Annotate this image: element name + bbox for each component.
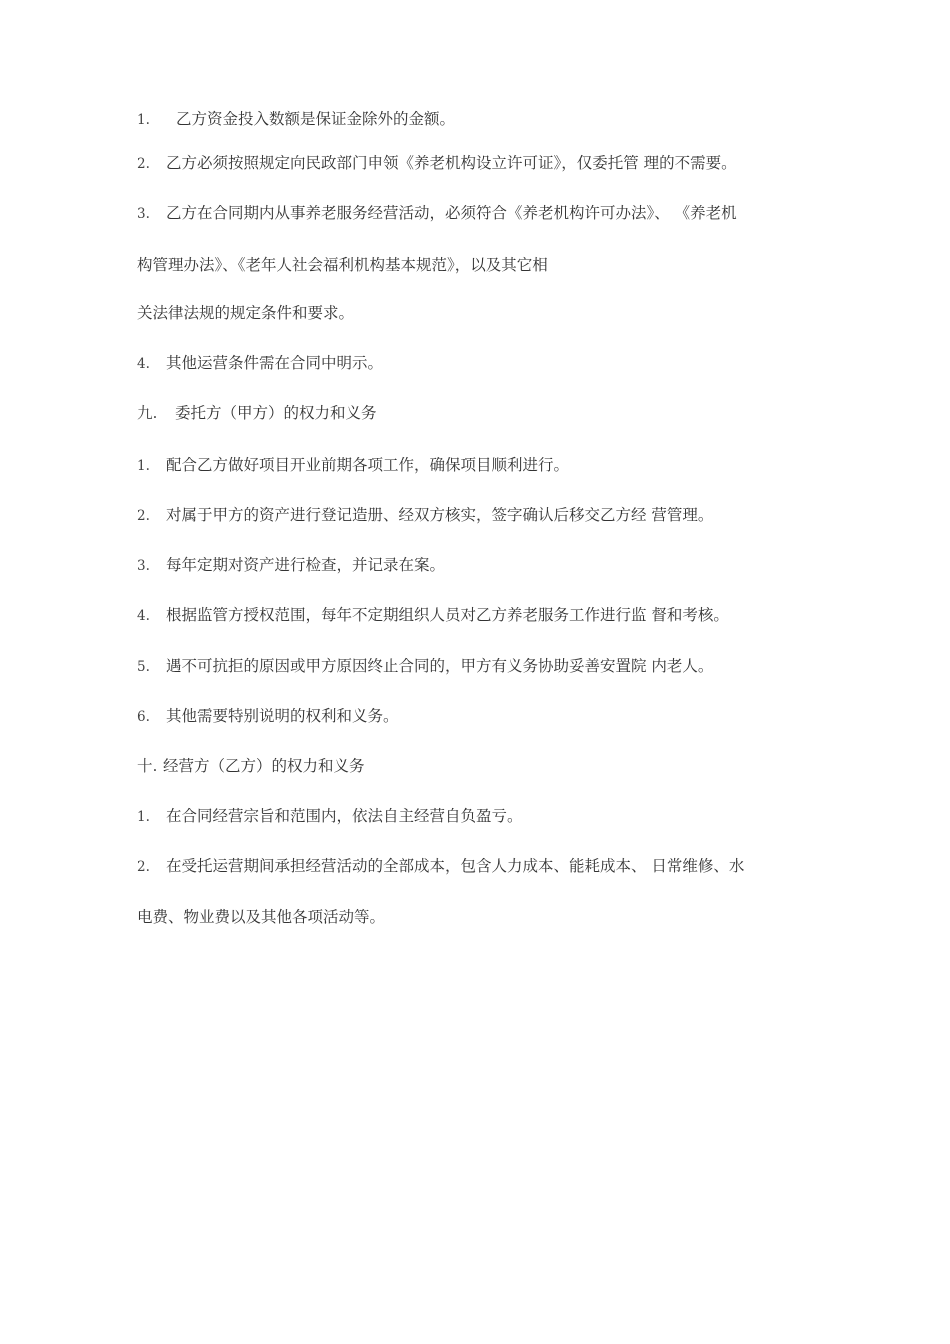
clause-text: 其他需要特别说明的权利和义务。 [166,707,399,725]
clause-line [137,605,729,626]
clause-text: 关法律法规的规定条件和要求。 [137,304,355,322]
section-heading [137,756,365,776]
section-number: 十. [137,757,158,775]
clause-line [137,203,737,224]
clause-continuation [137,303,354,323]
section-heading [137,403,377,423]
clause-text: 在受托运营期间承担经营活动的全部成本，包含人力成本、能耗成本、 日常维修、水 [166,857,745,875]
clause-continuation [137,255,548,275]
clause-line [137,455,569,476]
section-title: 委托方（甲方）的权力和义务 [175,404,377,422]
clause-text: 配合乙方做好项目开业前期各项工作，确保项目顺利进行。 [166,456,570,474]
clause-line [137,806,523,827]
clause-text: 其他运营条件需在合同中明示。 [166,354,384,372]
clause-text: 遇不可抗拒的原因或甲方原因终止合同的，甲方有义务协助妥善安置院 内老人。 [166,657,714,675]
clause-text: 在合同经营宗旨和范围内，依法自主经营自负盈亏。 [166,807,523,825]
clause-line [137,856,744,877]
clause-text: 构管理办法》、《老年人社会福利机构基本规范》，以及其它相 [137,256,548,274]
clause-text: 根据监管方授权范围，每年不定期组织人员对乙方养老服务工作进行监 督和考核。 [166,606,729,624]
clause-text: 乙方在合同期内从事养老服务经营活动，必须符合《养老机构许可办法》、 《养老机 [166,204,737,222]
clause-line [137,505,713,526]
clause-continuation [137,907,385,927]
clause-number: 5. [137,659,150,675]
section-number: 九. [137,404,158,422]
clause-number: 1. [137,112,150,128]
clause-line [137,353,383,374]
clause-line [137,706,399,727]
clause-number: 4. [137,356,150,372]
clause-line [137,153,737,174]
clause-number: 3. [137,206,150,222]
clause-text: 对属于甲方的资产进行登记造册、经双方核实，签字确认后移交乙方经 营管理。 [166,506,714,524]
clause-line [137,555,445,576]
clause-number: 2. [137,156,150,172]
clause-text: 乙方资金投入数额是保证金除外的金额。 [176,110,456,128]
clause-number: 1. [137,458,150,474]
clause-number: 2. [137,508,150,524]
clause-number: 2. [137,859,150,875]
clause-number: 6. [137,709,150,725]
clause-number: 3. [137,558,150,574]
clause-line [137,656,713,677]
clause-number: 1. [137,809,150,825]
clause-line [137,109,455,130]
clause-number: 4. [137,608,150,624]
clause-text: 乙方必须按照规定向民政部门申领《养老机构设立许可证》，仅委托管 理的不需要。 [166,154,737,172]
section-title: 经营方（乙方）的权力和义务 [163,757,365,775]
clause-text: 每年定期对资产进行检查，并记录在案。 [166,556,446,574]
clause-text: 电费、物业费以及其他各项活动等。 [137,908,386,926]
